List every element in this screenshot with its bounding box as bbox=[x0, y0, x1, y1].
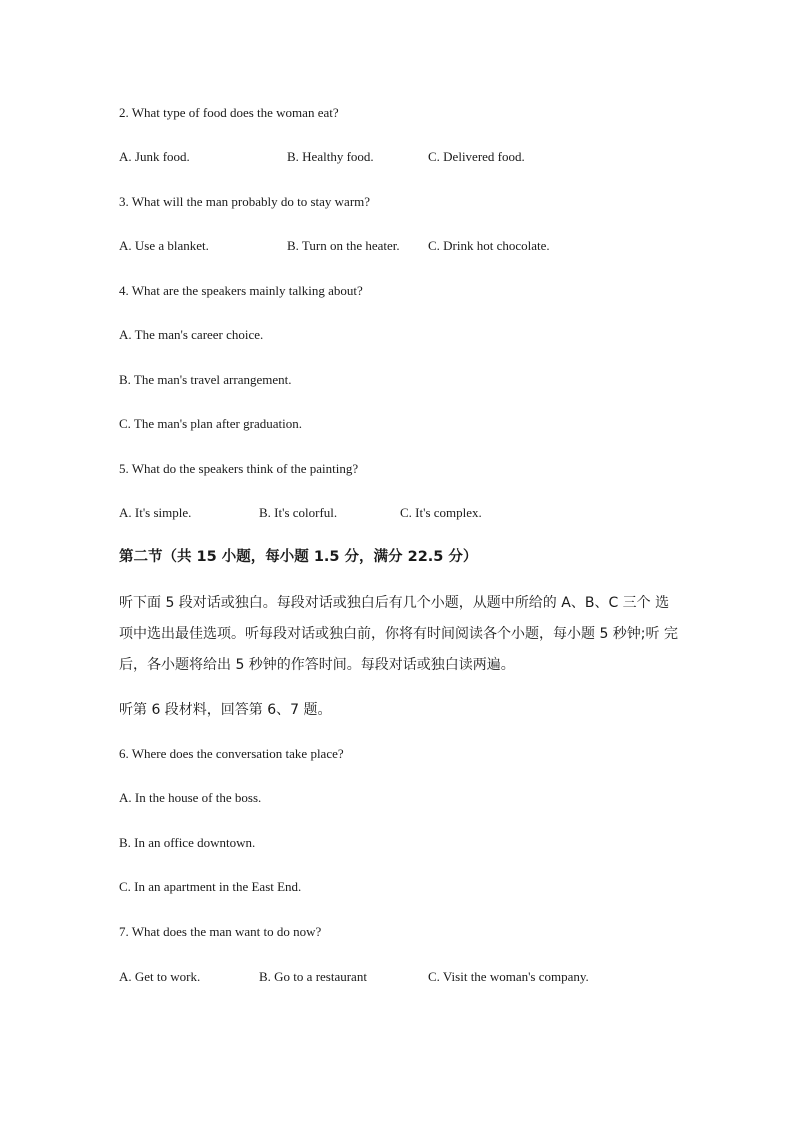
question-6-option-b: B. In an office downtown. bbox=[119, 835, 256, 850]
question-7-text: 7. What does the man want to do now? bbox=[119, 924, 322, 939]
section-2-instruction-line-2: 项中选出最佳选项。听每段对话或独白前，你将有时间阅读各个小题，每小题 5 秒钟;听 完 bbox=[119, 626, 678, 642]
question-7-option-a: A. Get to work. bbox=[119, 969, 201, 984]
question-4-text: 4. What are the speakers mainly talking about? bbox=[119, 283, 363, 298]
question-5-option-a: A. It's simple. bbox=[119, 505, 192, 520]
question-3-option-b: B. Turn on the heater. bbox=[287, 238, 400, 253]
question-6-text: 6. Where does the conversation take place? bbox=[119, 746, 344, 761]
question-2-option-a: A. Junk food. bbox=[119, 149, 190, 164]
question-4-option-c: C. The man's plan after graduation. bbox=[119, 416, 302, 431]
passage-6-intro: 听第 6 段材料，回答第 6、7 题。 bbox=[119, 702, 332, 718]
question-5-option-b: B. It's colorful. bbox=[259, 505, 338, 520]
question-7-option-c: C. Visit the woman's company. bbox=[428, 969, 589, 984]
question-6-option-c: C. In an apartment in the East End. bbox=[119, 879, 302, 894]
section-2-instruction-line-1: 听下面 5 段对话或独白。每段对话或独白后有几个小题，从题中所给的 A、B、C 三个 选 bbox=[119, 595, 670, 611]
question-5-option-c: C. It's complex. bbox=[400, 505, 482, 520]
section-2-title: 第二节（共 15 小题，每小题 1.5 分，满分 22.5 分） bbox=[119, 549, 478, 565]
question-4-option-b: B. The man's travel arrangement. bbox=[119, 372, 292, 387]
question-2-text: 2. What type of food does the woman eat? bbox=[119, 105, 339, 120]
question-2-option-c: C. Delivered food. bbox=[428, 149, 525, 164]
question-7-option-b: B. Go to a restaurant bbox=[259, 969, 367, 984]
section-2-instruction-line-3: 后，各小题将给出 5 秒钟的作答时间。每段对话或独白读两遍。 bbox=[119, 657, 515, 673]
question-5-text: 5. What do the speakers think of the painting? bbox=[119, 461, 359, 476]
question-4-option-a: A. The man's career choice. bbox=[119, 327, 264, 342]
question-2-option-b: B. Healthy food. bbox=[287, 149, 374, 164]
question-3-text: 3. What will the man probably do to stay warm? bbox=[119, 194, 371, 209]
question-6-option-a: A. In the house of the boss. bbox=[119, 790, 262, 805]
question-3-option-a: A. Use a blanket. bbox=[119, 238, 209, 253]
question-3-option-c: C. Drink hot chocolate. bbox=[428, 238, 550, 253]
